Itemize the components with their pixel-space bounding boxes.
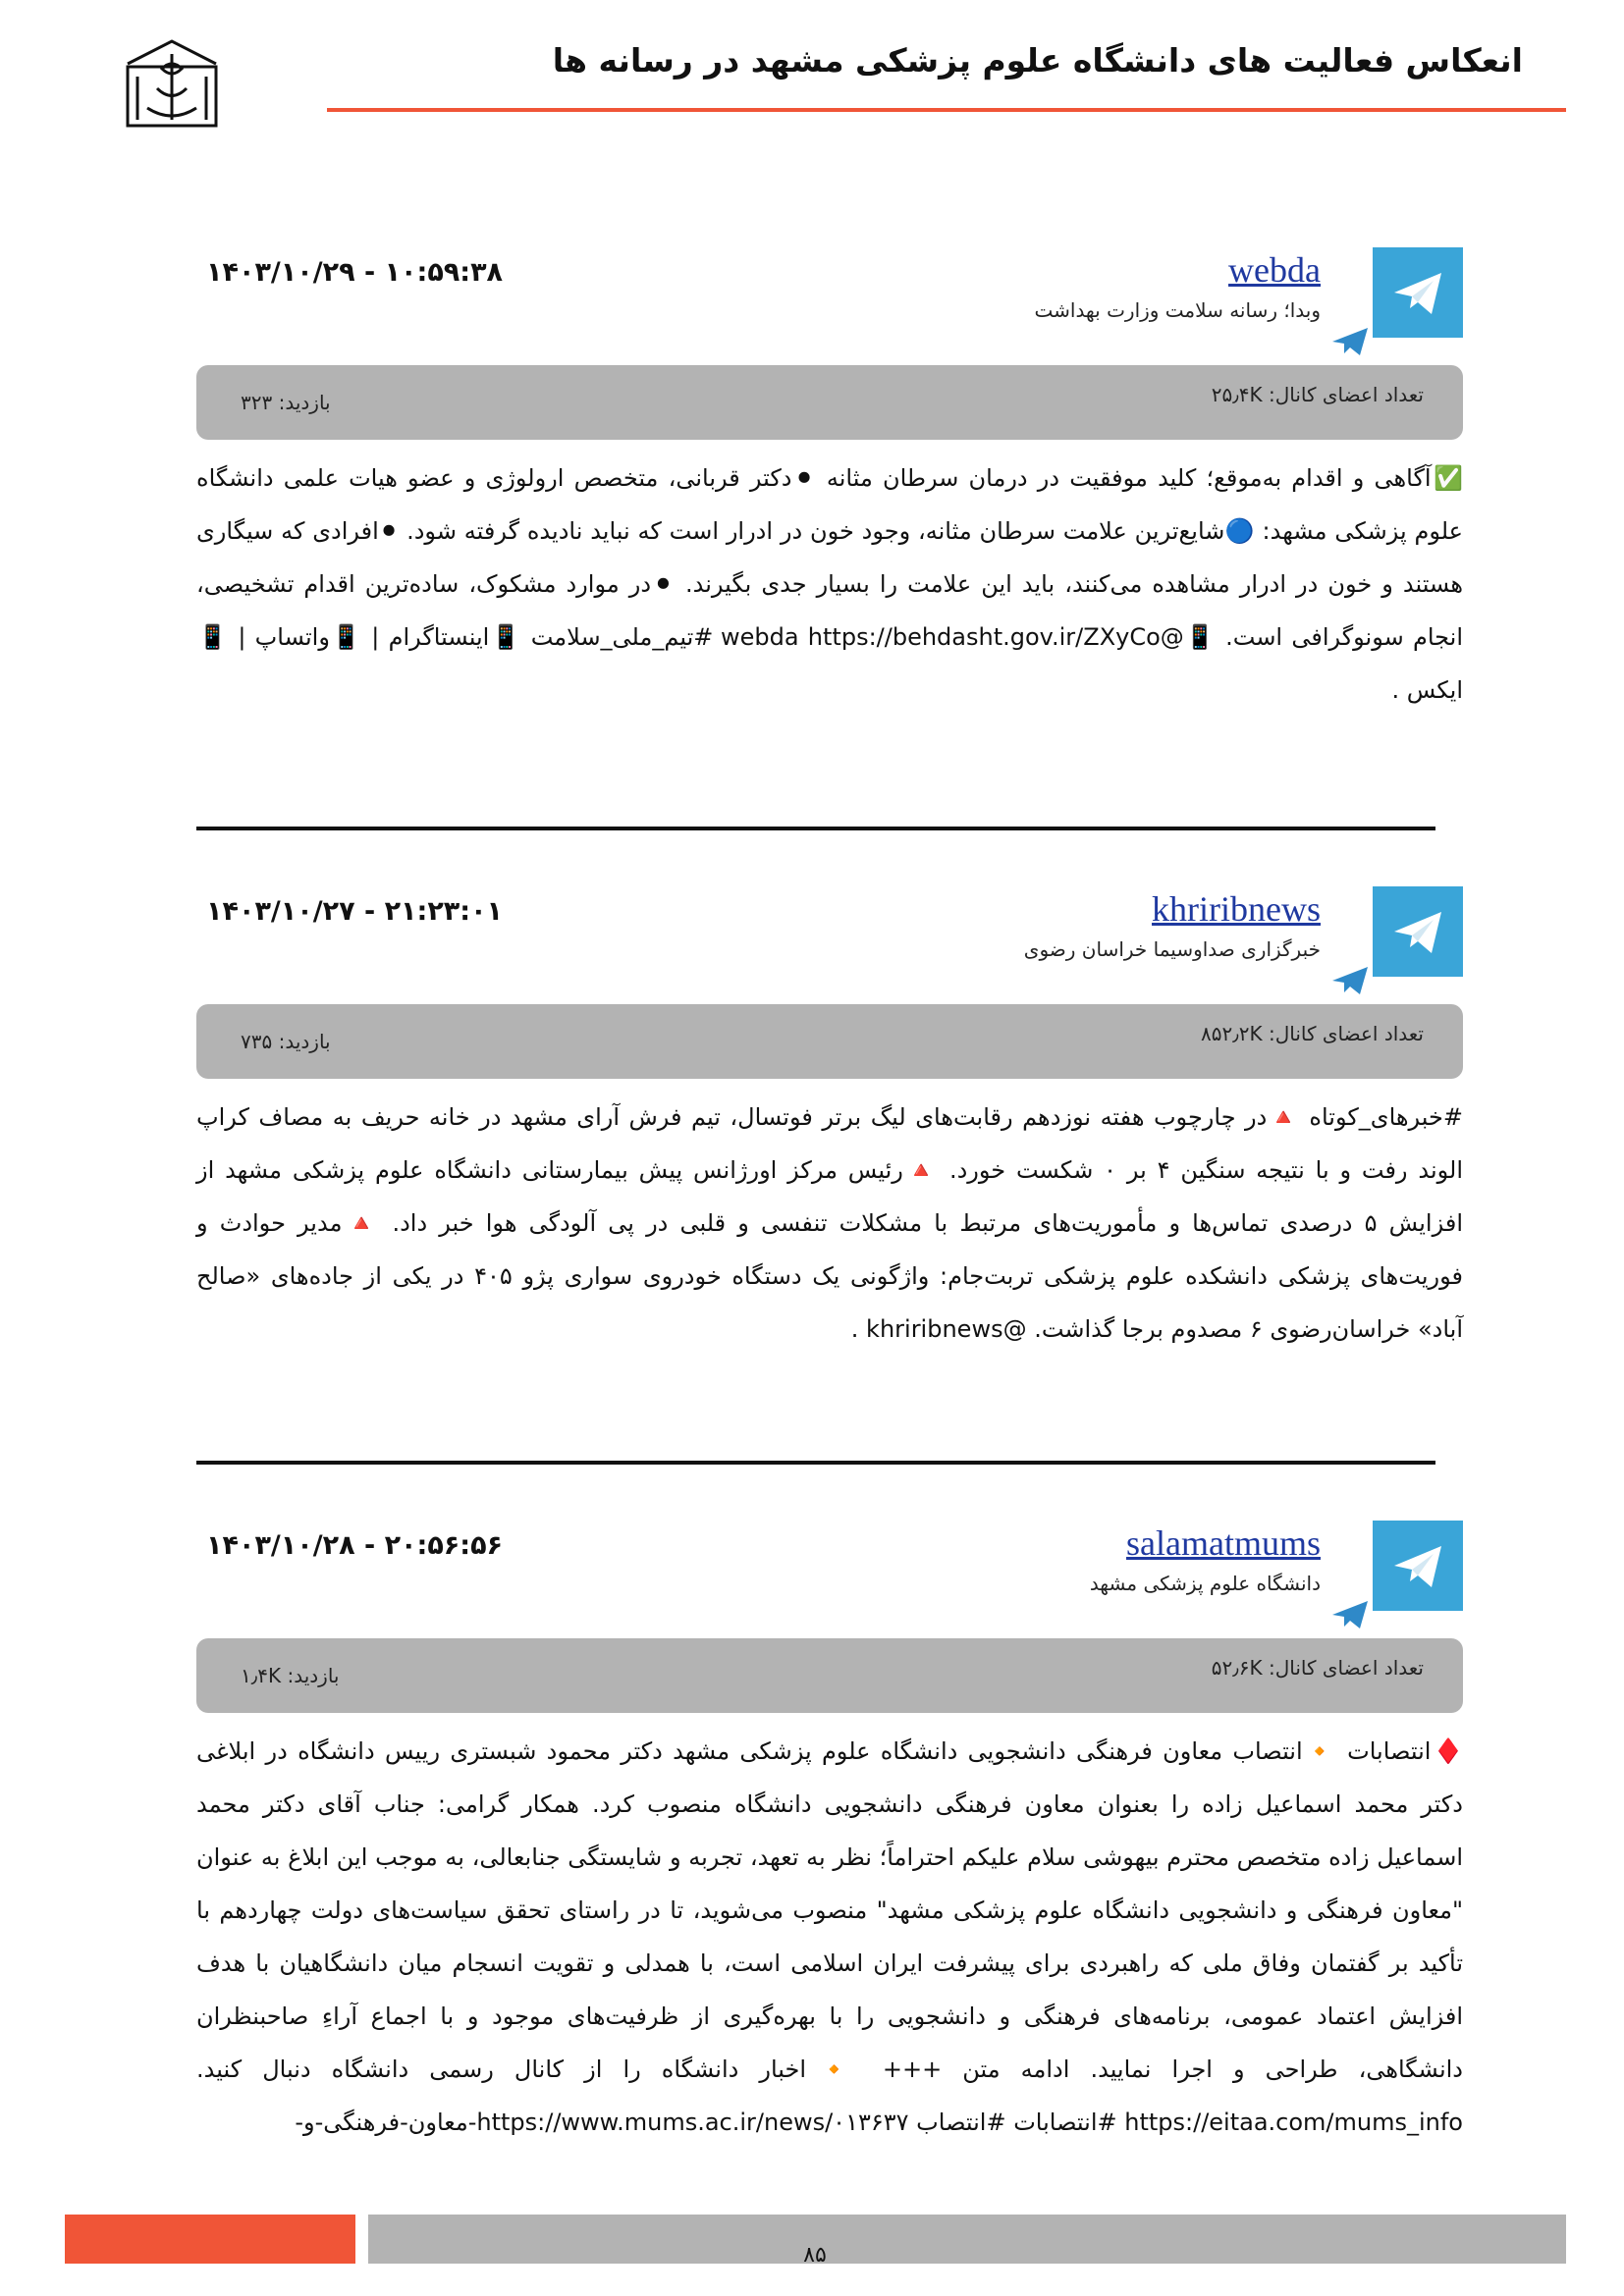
- post-views: بازدید: ۷۳۵: [241, 1030, 331, 1053]
- post-divider: [196, 827, 1435, 830]
- channel-description: دانشگاه علوم پزشکی مشهد: [1089, 1572, 1321, 1595]
- telegram-icon: [1373, 1521, 1463, 1611]
- channel-link[interactable]: webda: [1228, 250, 1321, 290]
- channel-link[interactable]: salamatmums: [1126, 1523, 1321, 1563]
- header-divider: [327, 108, 1566, 112]
- channel-link[interactable]: khriribnews: [1152, 889, 1321, 929]
- post-datetime: ۱۴۰۳/۱۰/۲۷ - ۲۱:۲۳:۰۱: [206, 896, 504, 927]
- channel-description: خبرگزاری صداوسیما خراسان رضوی: [1023, 937, 1321, 961]
- university-logo: [108, 29, 236, 167]
- telegram-small-icon: [1330, 965, 1370, 996]
- footer-bar: [368, 2215, 1566, 2264]
- telegram-icon: [1373, 886, 1463, 977]
- channel-description: وبدا؛ رسانه سلامت وزارت بهداشت: [1034, 298, 1321, 322]
- post-divider: [196, 1461, 1435, 1465]
- post-views: بازدید: ۳۲۳: [241, 391, 331, 414]
- telegram-icon: [1373, 247, 1463, 338]
- post-body: ♦️انتصابات 🔸انتصاب معاون فرهنگی دانشجویی دانشگاه علوم پزشکی مشهد دکتر محمود شبستری رییس دانشگاه در ابلاغی دکتر محمد اسماعیل زاده را بعنوان معاون فرهنگی دانشجویی دانشگاه منصوب کرد. همکار گرامی: جناب آقای دکتر محمد اسماعیل زاده متخصص محترم بیهوشی سلام علیکم احتراماً؛ نظر به تعهد، تجربه و شایستگی جنابعالی، به موجب این ابلاغ به عنوان "معاون فرهنگی و دانشجویی دانشگاه علوم پزشکی مشهد" منصوب می‌شوید، تا در راستای تحقق سیاست‌های دولت چهاردهم با تأکید بر گفتمان وفاق ملی که راهبردی برای پیشرفت ایران اسلامی است، با همدلی و تقویت انسجام میان دانشگاهیان با هدف افزایش اعتماد عمومی، برنامه‌های فرهنگی و دانشجویی را با بهره‌گیری از ظرفیت‌های موجود و با اجماع آراءِ صاحبنظران دانشگاهی، طراحی و اجرا نمایید. ادامه متن +++ 🔸اخبار دانشگاه را از کانال رسمی دانشگاه دنبال کنید. https://eitaa.com/mums_info #انتصابات #انتصاب https://www.mums.ac.ir/news/۰۱۳۶۳۷-معاون-فرهنگی-و-: [196, 1737, 1463, 2136]
- university-emblem-icon: [108, 29, 236, 167]
- page-number: ۸۵: [803, 2243, 827, 2268]
- channel-members: تعداد اعضای کانال: ۸۵۲٫۲K: [1201, 1022, 1424, 1045]
- footer-accent-bar: [65, 2215, 355, 2264]
- post-datetime: ۱۴۰۳/۱۰/۲۹ - ۱۰:۵۹:۳۸: [206, 257, 504, 288]
- post-body: #خبرهای_کوتاه 🔺در چارچوب هفته نوزدهم رقابت‌های لیگ برتر فوتسال، تیم فرش آرای مشهد در خانه حریف به مصاف کراپ الوند رفت و با نتیجه سنگین ۴ بر ۰ شکست خورد. 🔺رئیس مرکز اورژانس پیش بیمارستانی دانشگاه علوم پزشکی مشهد از افزایش ۵ درصدی تماس‌ها و مأموریت‌های مرتبط با مشکلات تنفسی و قلبی در پی آلودگی هوا خبر داد. 🔺مدیر حوادث و فوریت‌های پزشکی دانشکده علوم پزشکی تربت‌جام: واژگونی یک دستگاه خودروی سواری پژو ۴۰۵ در یکی از جاده‌های «صالح آباد» خراسان‌رضوی ۶ مصدوم برجا گذاشت. @khriribnews .: [196, 1103, 1464, 1343]
- telegram-small-icon: [1330, 1599, 1370, 1630]
- stats-bar: [196, 1004, 1463, 1079]
- channel-members: تعداد اعضای کانال: ۲۵٫۴K: [1211, 383, 1424, 406]
- post-body: ✅آگاهی و اقدام به‌موقع؛ کلید موفقیت در درمان سرطان مثانه ⚫دکتر قربانی، متخصص ارولوژی و عضو هیات علمی دانشگاه علوم پزشکی مشهد: 🔵شایع‌ترین علامت سرطان مثانه، وجود خون در ادرار است که نباید نادیده گرفته شود. ⚫افرادی که سیگاری هستند و خون در ادرار مشاهده می‌کنند، باید این علامت را بسیار جدی بگیرند. ⚫در موارد مشکوک، ساده‌ترین اقدام تشخیصی، انجام سونوگرافی است. 📱@webda https://behdasht.gov.ir/ZXyCo #تیم_ملی_سلامت 📱اینستاگرام | 📱واتساپ | 📱ایکس .: [196, 464, 1463, 704]
- telegram-small-icon: [1330, 326, 1370, 357]
- post-views: بازدید: ۱٫۴K: [241, 1664, 340, 1687]
- post-datetime: ۱۴۰۳/۱۰/۲۸ - ۲۰:۵۶:۵۶: [206, 1530, 504, 1561]
- stats-bar: [196, 365, 1463, 440]
- stats-bar: [196, 1638, 1463, 1713]
- channel-members: تعداد اعضای کانال: ۵۲٫۶K: [1211, 1656, 1424, 1680]
- page-title: انعکاس فعالیت های دانشگاه علوم پزشکی مشهد در رسانه ها: [552, 41, 1523, 80]
